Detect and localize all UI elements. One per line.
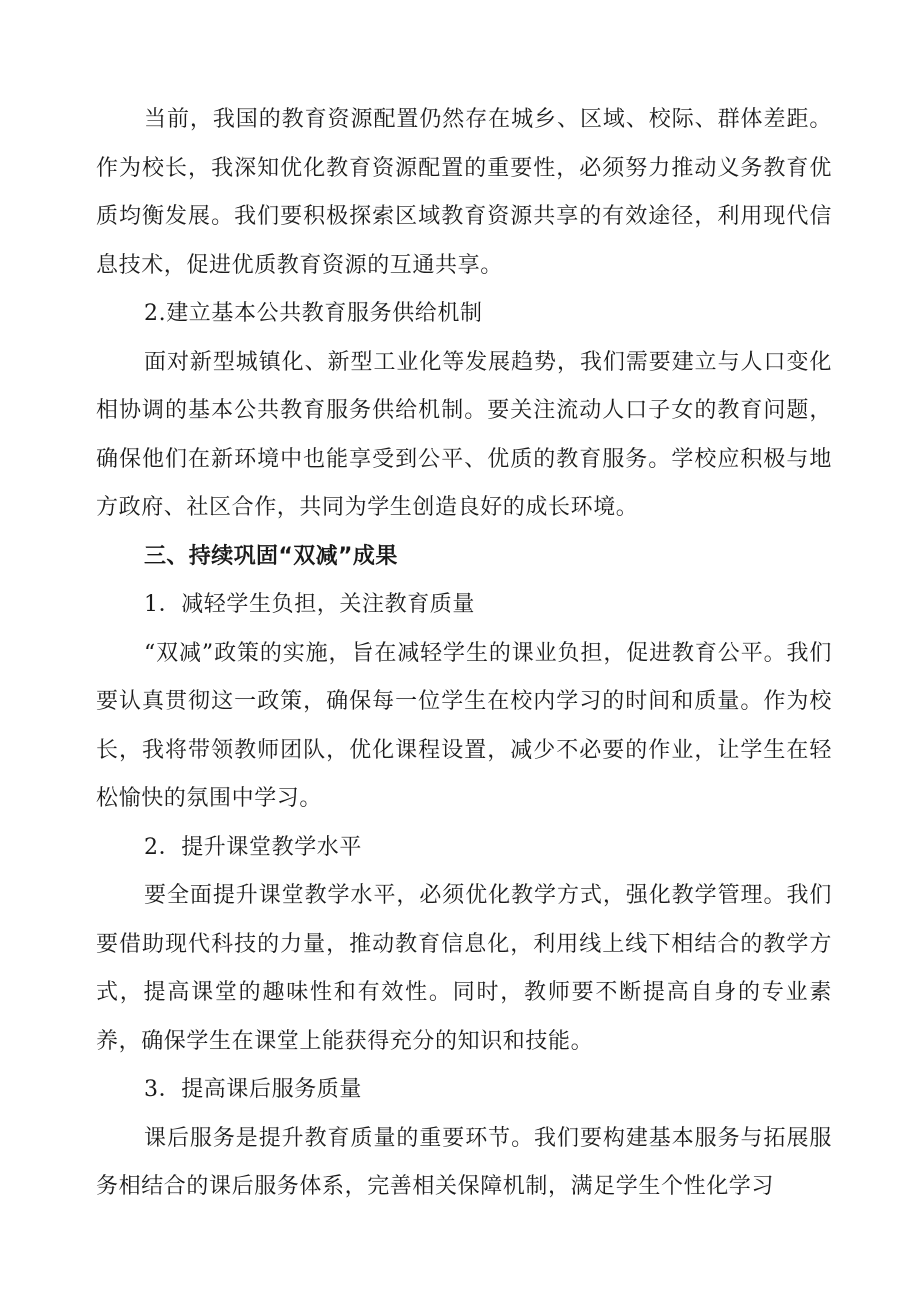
paragraph-after-school-service: 课后服务是提升教育质量的重要环节。我们要构建基本服务与拓展服务相结合的课后服务体系，完善相关保障机制，满足学生个性化学习 <box>96 1125 832 1199</box>
subheading-public-service-mechanism: 2.建立基本公共教育服务供给机制 <box>144 301 483 326</box>
document-body <box>96 96 832 1212</box>
paragraph-public-service-mechanism: 面对新型城镇化、新型工业化等发展趋势，我们需要建立与人口变化相协调的基本公共教育服务供给机制。要关注流动人口子女的教育问题，确保他们在新环境中也能享受到公平、优质的教育服务。学校应积极与地方政府、社区合作，共同为学生创造良好的成长环境。 <box>96 349 832 520</box>
subheading-reduce-burden: 1．减轻学生负担，关注教育质量 <box>144 592 475 617</box>
section-heading-double-reduction: 三、持续巩固“双减”成果 <box>144 543 398 569</box>
paragraph-classroom-teaching: 要全面提升课堂教学水平，必须优化教学方式，强化教学管理。我们要借助现代科技的力量，推动教育信息化，利用线上线下相结合的教学方式，提高课堂的趣味性和有效性。同时，教师要不断提高自身的专业素养，确保学生在课堂上能获得充分的知识和技能。 <box>96 883 832 1054</box>
subheading-after-school-service: 3．提高课后服务质量 <box>144 1077 362 1102</box>
subheading-classroom-teaching: 2．提升课堂教学水平 <box>144 834 362 860</box>
paragraph-reduce-burden: “双减”政策的实施，旨在减轻学生的课业负担，促进教育公平。我们要认真贯彻这一政策，确保每一位学生在校内学习的时间和质量。作为校长，我将带领教师团队，优化课程设置，减少不必要的作业，让学生在轻松愉快的氛围中学习。 <box>96 640 832 811</box>
paragraph-resource-allocation: 当前，我国的教育资源配置仍然存在城乡、区域、校际、群体差距。作为校长，我深知优化教育资源配置的重要性，必须努力推动义务教育优质均衡发展。我们要积极探索区域教育资源共享的有效途径，利用现代信息技术，促进优质教育资源的互通共享。 <box>96 107 832 278</box>
